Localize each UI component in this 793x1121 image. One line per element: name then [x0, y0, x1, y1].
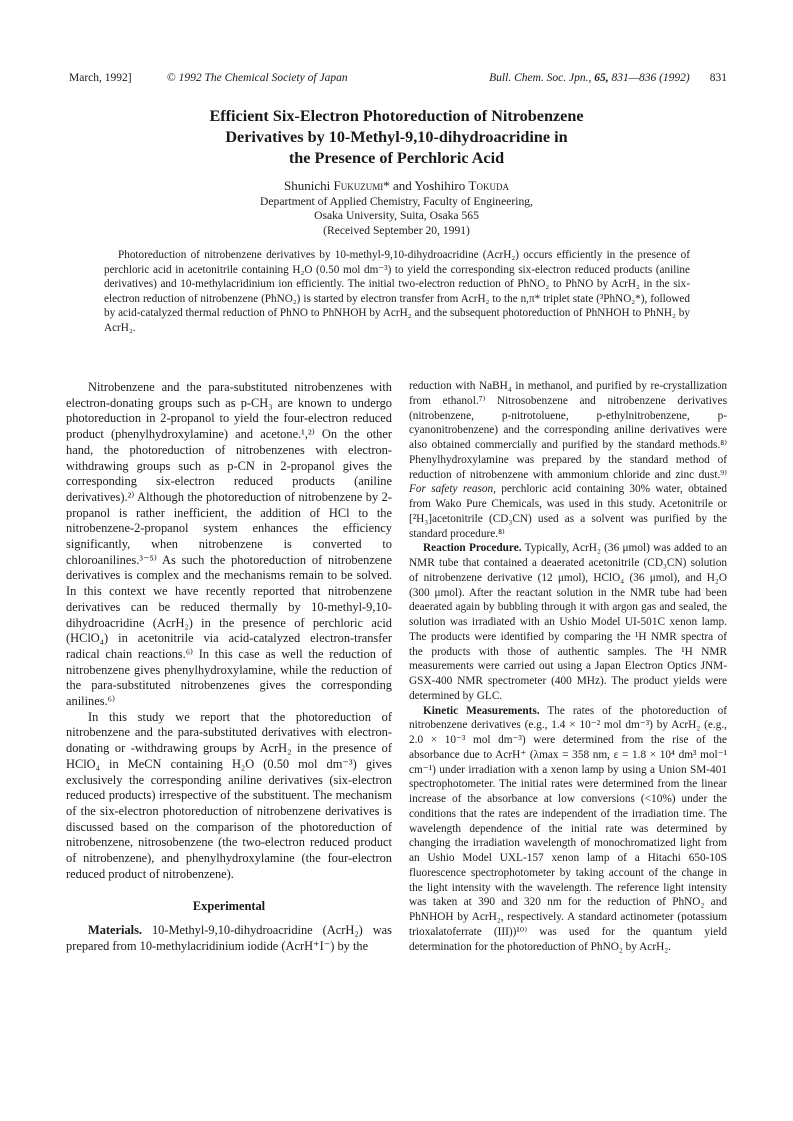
author-2-surname: Tokuda [468, 178, 509, 193]
intro-paragraph-2: In this study we report that the photoreduction of nitrobenzene and the para-substituted derivatives with electron-donating or -withdrawing groups by AcrH₂ in the presence of HClO₄ in MeCN containing H₂O (0.50 mol dm⁻³) gives exclusively the corresponding aniline derivatives (six-electron reduced products) irrespective of the substituent. The mechanism of the six-electron photoreduction of nitrobenzene derivatives is discussed based on the comparison of the photoreduction of nitrobenzene, nitrosobenzene (the two-electron reduced product of nitrobenzene), and phenylhydroxylamine (the four-electron reduced product of nitrobenzene). [66, 709, 392, 881]
journal-pages: 831—836 (1992) [611, 72, 690, 84]
author-2-given: and Yoshihiro [389, 178, 469, 193]
page-number: 831 [709, 72, 727, 84]
header-date: March, 1992] [69, 72, 132, 84]
abstract: Photoreduction of nitrobenzene derivatives by 10-methyl-9,10-dihydroacridine (AcrH₂) occurs efficiently in the presence of perchloric acid in acetonitrile containing H₂O (0.50 mol dm⁻³) to yield the corresponding six-electron reduced products (aniline derivatives) and 10-methylacridinium ion efficiently. The initial two-electron reduction of PhNO₂ to PhNO by AcrH₂ in the six-electron reduction of nitrobenzene (PhNO₂) is started by electron transfer from AcrH₂ to the n,π* triplet state (³PhNO₂*), followed by acid-catalyzed thermal reduction of PhNO to PhNHOH by AcrH₂ and the subsequent photoreduction of PhNHOH to PhNH₂ by AcrH₂. [104, 249, 690, 334]
section-heading-experimental: Experimental [192, 898, 266, 913]
header-journal [489, 72, 727, 84]
copyright-text: 1992 The Chemical Society of Japan [178, 72, 348, 84]
kinetic-measurements-heading: Kinetic Measurements. [423, 704, 540, 717]
affiliation-line: Osaka University, Suita, Osaka 565 [314, 209, 479, 223]
materials-heading: Materials. [88, 923, 143, 938]
paper-title [120, 106, 673, 169]
author-1-given: Shunichi [284, 178, 334, 193]
materials-cont-tail: perchloric acid containing 30% water, obtained from Wako Pure Chemicals, was used in this study. Acetonitrile or [²H₃]acetonitrile (CD₃CN) used as a solvent was purified by the standard procedure.⁸⁾ [409, 483, 727, 540]
title-line: the Presence of Perchloric Acid [288, 149, 505, 167]
author-1-surname: Fukuzumi [333, 178, 384, 193]
intro-paragraph-1: Nitrobenzene and the para-substituted nitrobenzenes with electron-donating groups such as p-CH₃ are known to undergo photoreduction in 2-propanol to yield the four-electron reduced product (phenylhydroxylamine) and acetone.¹,²⁾ On the other hand, the photoreduction of nitrobenzenes with electron-withdrawing groups such as p-CN in 2-propanol gives the corresponding six-electron reduced products (aniline derivatives).²⁾ Although the photoreduction of nitrobenzene by 2-propanol is rather inefficient, the addition of HCl to the nitrobenzene-2-propanol system enhances the efficiency significantly, when nitrobenzene is converted to chloroanilines.³⁻⁵⁾ As such the photoreduction of nitrobenzene derivatives is complex and the mechanisms remain to be solved. In this context we have recently reported that nitrobenzene derivatives can be reduced thermally by 10-methyl-9,10-dihydroacridine (AcrH₂) in the presence of perchloric acid (HClO₄) in acetonitrile via acid-catalyzed electron-transfer radical chain reactions.⁶⁾ In this case as well the reduction of nitrobenzene gives phenylhydroxylamine, while the reduction of the para-substituted nitrobenzenes gives the corresponding anilines.⁶⁾ [66, 380, 392, 709]
corresponding-mark: * [383, 178, 390, 193]
header-copyright [167, 72, 348, 84]
title-line: Derivatives by 10-Methyl-9,10-dihydroacridine in [225, 128, 568, 146]
journal-name: Bull. Chem. Soc. Jpn., [489, 72, 592, 84]
reaction-procedure-heading: Reaction Procedure. [423, 542, 522, 555]
safety-note: For safety reason, [409, 483, 496, 496]
reaction-procedure-paragraph [409, 541, 727, 703]
kinetic-measurements-text: The rates of the photoreduction of nitrobenzene derivatives (e.g., 1.4 × 10⁻² mol dm⁻³) by AcrH₂ (e.g., 2.0 × 10⁻³ mol dm⁻³) were determined from the rise of the absorbance due to AcrH⁺ (λmax = 358 nm, ε = 1.8 × 10⁴ dm³ mol⁻¹ cm⁻¹) under irradiation with a xenon lamp by using a Union SM-401 spectrophotometer. The initial rates were determined from the linear increase of the absorbance at low conversions (<10%) under the conditions that the rates are independent of the irradiation time. The wavelength dependence of the initial rate was determined by changing the irradiation wavelength of monochromatized light from an Ushio Model UXL-157 xenon lamp of a Hitachi 650-10S fluorescence spectrophotometer by taking account of the change in the light intensity with the wavelength. The reference light intensity was taken at 390 and 320 nm for the reduction of PhNO₂ and PhNHOH by AcrH₂, respectively. A standard actinometer (potassium trioxalatoferrate (III))¹⁰⁾ was used for the quantum yield determination for the photoreduction of PhNO₂ by AcrH₂. [409, 704, 727, 953]
journal-volume: 65, [594, 72, 609, 84]
materials-text: 10-Methyl-9,10-dihydroacridine (AcrH₂) was prepared from 10-methylacridinium iodide (AcrH⁺I⁻) by the [66, 923, 392, 953]
materials-cont-text: reduction with NaBH₄ in methanol, and purified by re-crystallization from ethanol.⁷⁾ Nitrosobenzene and nitrobenzene derivatives (nitrobenzene, p-nitrotoluene, p-ethylnitrobenzene, p-cyanonitrobenzene) and the corresponding aniline derivatives were also obtained commercially and purified by the standard methods.⁸⁾ Phenylhydroxylamine was prepared by the standard method of reduction of nitrobenzene with ammonium chloride and zinc dust.⁹⁾ [409, 380, 727, 481]
reaction-procedure-text: Typically, AcrH₂ (36 μmol) was added to an NMR tube that contained a deaerated acetonitrile (CD₃CN) solution of nitrobenzene derivative (12 μmol), HClO₄ (36 μmol), and H₂O (300 μmol). After the reactant solution in the NMR tube had been deaerated again by bubbling through it with argon gas and sealed, the solution was irradiated with an Ushio Model UI-501C xenon lamp. The products were identified by comparing the ¹H NMR spectra of the products with those of authentic samples. The ¹H NMR measurements were carried out using a Japan Electron Optics JNM-GSX-400 NMR spectrometer (400 MHz). The product yields were determined by GLC. [409, 542, 727, 702]
materials-continued [409, 379, 727, 541]
kinetic-measurements-paragraph [409, 704, 727, 955]
right-column [409, 379, 727, 954]
author-list [120, 178, 673, 194]
affiliation [120, 195, 673, 238]
received-date: (Received September 20, 1991) [323, 223, 470, 237]
title-line: Efficient Six-Electron Photoreduction of Nitrobenzene [209, 107, 584, 125]
copyright-symbol: © [167, 72, 176, 84]
left-column [66, 380, 392, 955]
affiliation-line: Department of Applied Chemistry, Faculty of Engineering, [260, 195, 533, 208]
materials-paragraph [66, 923, 392, 954]
